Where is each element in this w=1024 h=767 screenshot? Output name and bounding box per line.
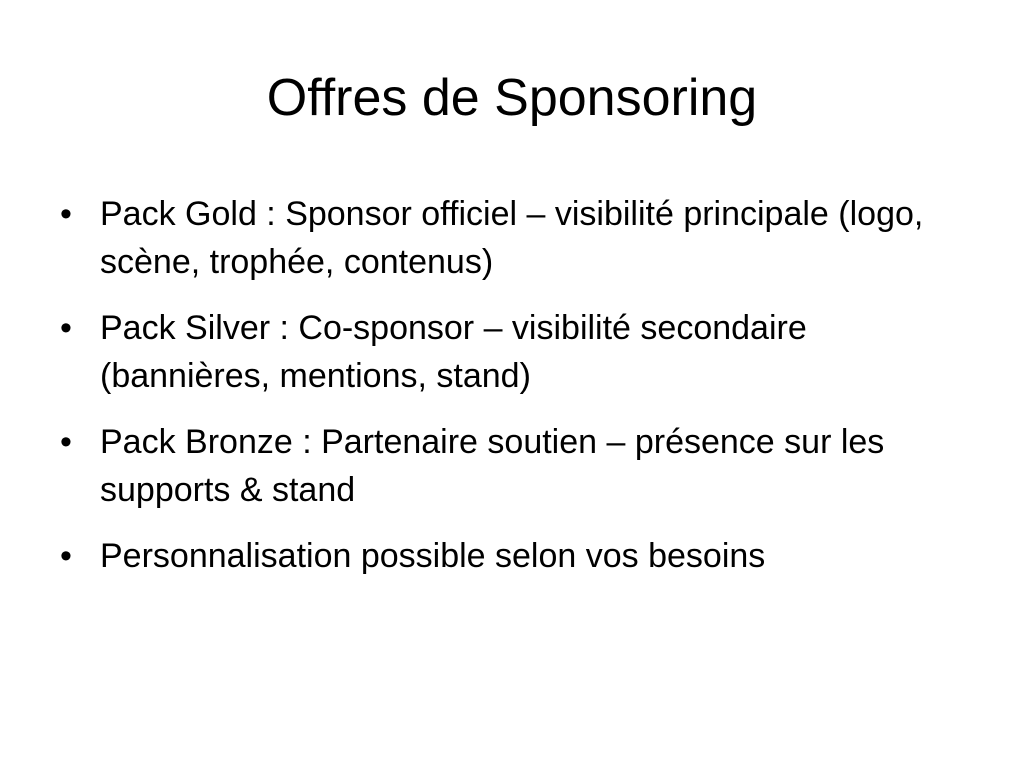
bullet-list xyxy=(60,190,960,598)
bullet-item-pack-gold xyxy=(60,190,960,286)
bullet-dot-icon: • xyxy=(60,309,72,347)
bullet-text: Personnalisation possible selon vos besoins xyxy=(100,537,766,575)
bullet-item-pack-silver xyxy=(60,304,960,400)
bullet-dot-icon: • xyxy=(60,423,72,461)
slide-title: Offres de Sponsoring xyxy=(266,69,758,127)
bullet-dot-icon: • xyxy=(60,537,72,575)
bullet-item-personnalisation xyxy=(60,532,960,580)
bullet-text: Pack Bronze : Partenaire soutien – présence sur les supports & stand xyxy=(100,423,885,509)
bullet-dot-icon: • xyxy=(60,195,72,233)
bullet-item-pack-bronze xyxy=(60,418,960,514)
bullet-text: Pack Gold : Sponsor officiel – visibilité principale (logo, scène, trophée, contenus) xyxy=(100,195,924,281)
bullet-text: Pack Silver : Co-sponsor – visibilité secondaire (bannières, mentions, stand) xyxy=(100,309,807,395)
